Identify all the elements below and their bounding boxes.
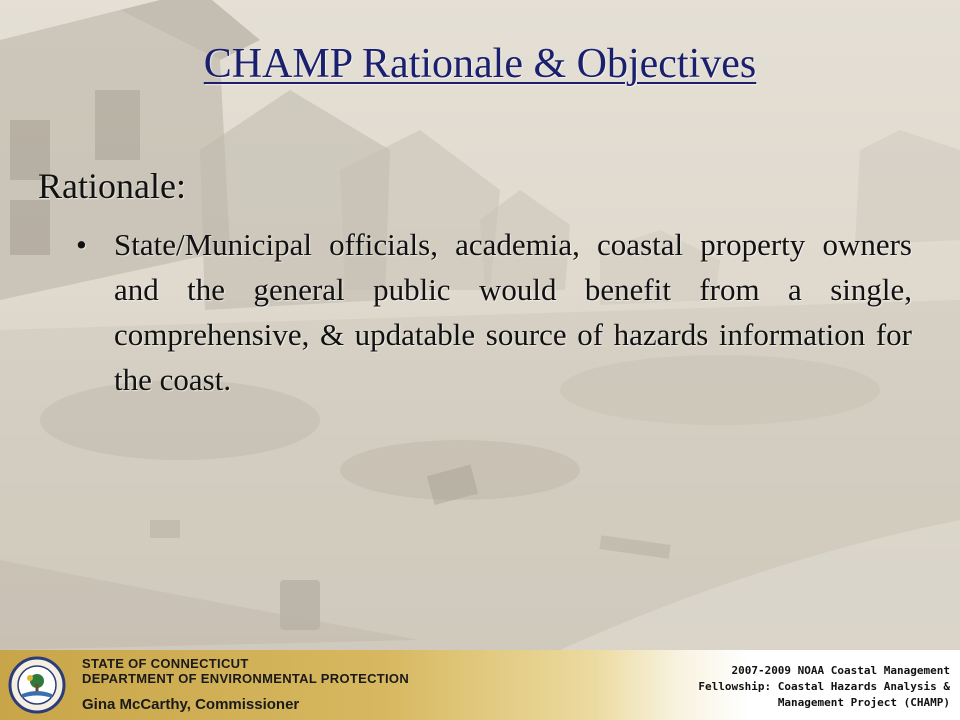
department-line-2: DEPARTMENT OF ENVIRONMENTAL PROTECTION [82, 671, 410, 686]
fellowship-credit [630, 663, 950, 711]
fellowship-line-2: Fellowship: Coastal Hazards Analysis & [698, 680, 950, 693]
commissioner-name: Gina McCarthy, Commissioner [82, 696, 300, 713]
section-heading: Rationale: [38, 166, 186, 206]
fellowship-line-1: 2007-2009 NOAA Coastal Management [731, 664, 950, 677]
bullet-text: State/Municipal officials, academia, coastal property owners and the general public would benefit from a single, comprehensive, & updatable source of hazards information for the coast. [114, 227, 912, 397]
department-line-1: STATE OF CONNECTICUT [82, 656, 249, 671]
ct-dep-seal-icon [4, 656, 70, 714]
slide-title: CHAMP Rationale & Objectives [203, 41, 757, 87]
bullet-item [76, 222, 912, 402]
department-block [82, 656, 409, 714]
bullet-marker: • [76, 227, 87, 262]
fellowship-line-3: Management Project (CHAMP) [777, 696, 950, 709]
